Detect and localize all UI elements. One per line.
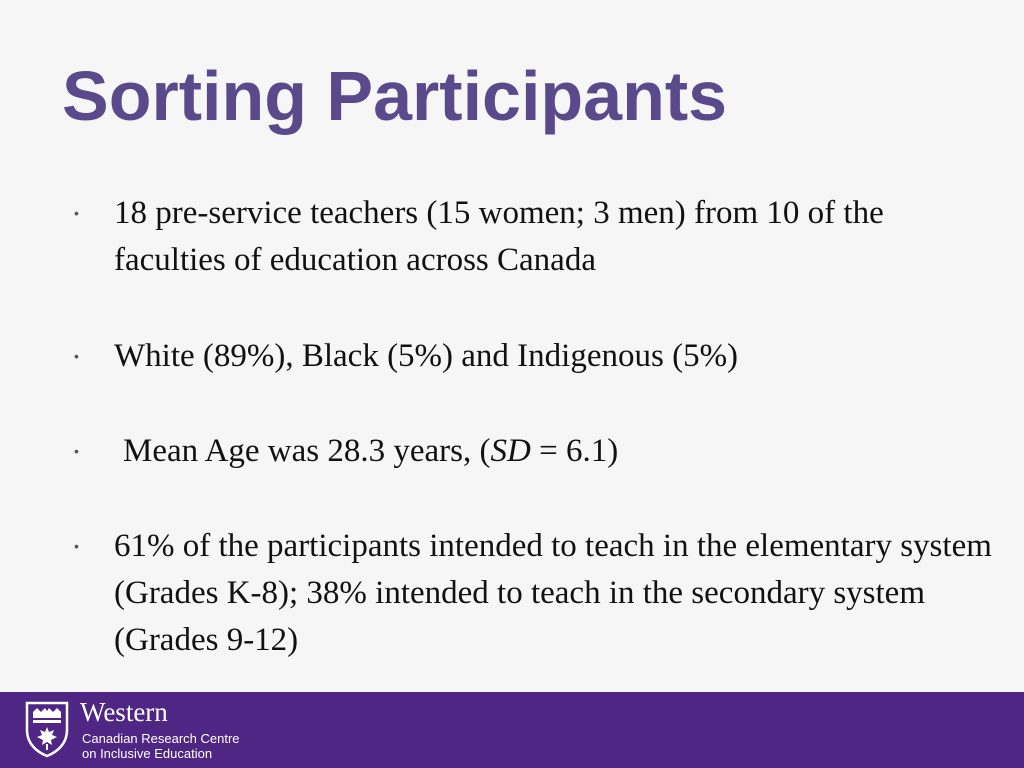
bullet-marker: •: [74, 538, 79, 554]
bullet-item-participants: [74, 190, 994, 284]
bullet-text: 61% of the participants intended to teach in the elementary system (Grades K-8); 38% intended to teach in the secondary system (Grades 9-12): [114, 528, 992, 658]
bullet-text: 18 pre-service teachers (15 women; 3 men) from 10 of the faculties of education across Canada: [114, 195, 884, 278]
logo-subtitle-line2: on Inclusive Education: [82, 746, 213, 761]
age-text-suffix: = 6.1): [530, 433, 619, 469]
bullet-item-age: [74, 428, 994, 475]
footer-bar: [0, 692, 1024, 768]
bullet-marker: •: [74, 348, 79, 364]
logo-wordmark: Western: [80, 697, 168, 727]
sd-italic: SD: [490, 433, 531, 469]
western-crest-icon: [24, 700, 70, 758]
bullet-item-teaching-level: [74, 523, 994, 664]
slide-title: Sorting Participants: [62, 57, 728, 135]
bullet-item-ethnicity: [74, 333, 994, 380]
bullet-text: White (89%), Black (5%) and Indigenous (5%): [114, 338, 739, 374]
bullet-marker: •: [74, 443, 79, 459]
age-text-prefix: Mean Age was 28.3 years, (: [123, 433, 491, 469]
logo-subtitle-line1: Canadian Research Centre: [82, 731, 240, 746]
bullet-marker: •: [74, 205, 79, 221]
bullet-text: [114, 433, 618, 469]
